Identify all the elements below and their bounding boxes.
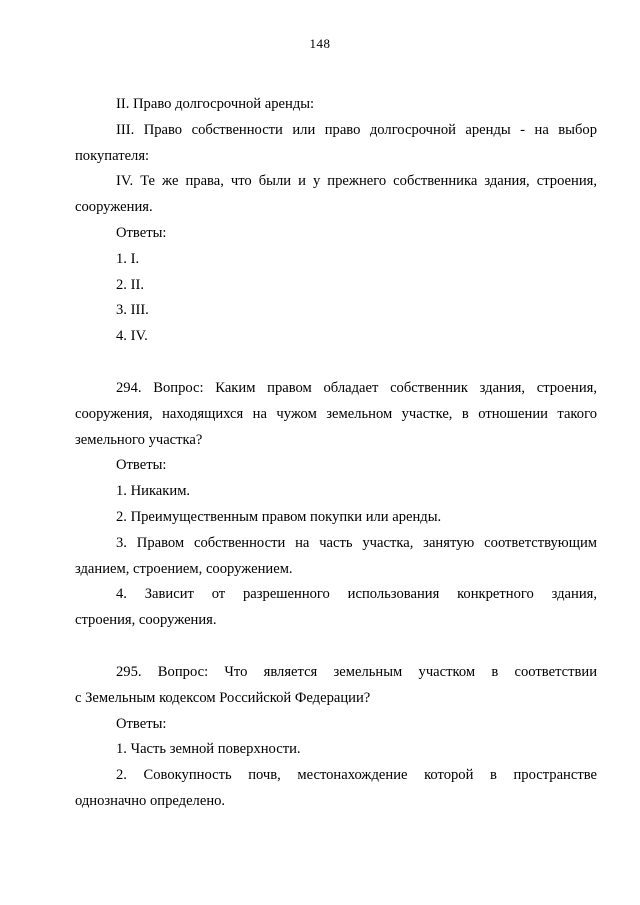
page-number: 148 — [309, 36, 331, 51]
option-ii-line: II. Право долгосрочной аренды: — [116, 96, 315, 112]
answer-item: 3. III. — [116, 302, 149, 319]
answer-item: 2. Совокупность почв, местонахождение которой в пространстве — [116, 767, 597, 784]
answer-item: 2. Преимущественным правом покупки или аренды. — [116, 508, 442, 525]
answer-item: 1. Часть земной поверхности. — [116, 741, 301, 758]
option-iii-line: III. Право собственности или право долгосрочной аренды - на выбор — [116, 121, 597, 138]
question-295-line2: с Земельным кодексом Российской Федерации? — [75, 689, 371, 706]
answer-item: 4. Зависит от разрешенного использования конкретного здания, — [116, 586, 597, 603]
question-294-line1: 294. Вопрос: Каким правом обладает собственник здания, строения, — [116, 379, 597, 396]
option-iii-continuation: покупателя: — [75, 147, 150, 164]
question-294-line3: земельного участка? — [75, 431, 203, 448]
document-body — [75, 92, 597, 815]
question-294-line2: сооружения, находящихся на чужом земельном участке, в отношении такого — [75, 405, 597, 422]
section-gap — [75, 634, 597, 660]
answer-item-continuation: зданием, строением, сооружением. — [75, 560, 293, 577]
section-gap — [75, 350, 597, 376]
answer-item-continuation: строения, сооружения. — [75, 612, 217, 629]
answer-item: 1. I. — [116, 250, 140, 267]
answers-label: Ответы: — [116, 224, 167, 241]
question-295-line1: 295. Вопрос: Что является земельным участком в соответствии — [116, 663, 597, 680]
answers-label: Ответы: — [116, 457, 167, 474]
answer-item: 3. Правом собственности на часть участка, занятую соответствующим — [116, 534, 597, 551]
answer-item-continuation: однозначно определено. — [75, 792, 226, 809]
answer-item: 4. IV. — [116, 328, 148, 345]
answer-item: 1. Никаким. — [116, 483, 191, 500]
answers-label: Ответы: — [116, 715, 167, 732]
option-iv-continuation: сооружения. — [75, 199, 153, 216]
answer-item: 2. II. — [116, 276, 144, 293]
option-iv-line: IV. Те же права, что были и у прежнего собственника здания, строения, — [116, 173, 597, 190]
